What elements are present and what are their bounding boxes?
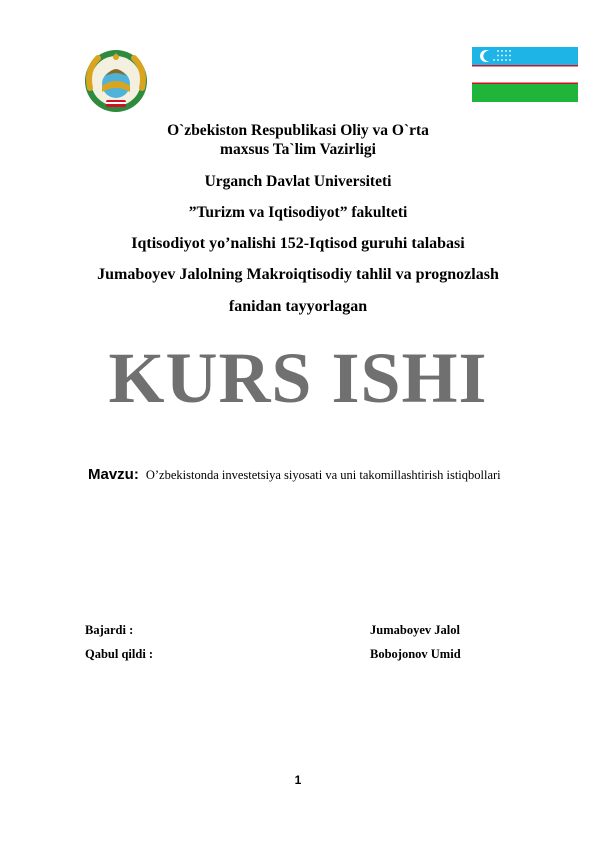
document-title: KURS ISHI xyxy=(108,338,488,418)
accepted-name: Bobojonov Umid xyxy=(370,647,461,661)
group-line: Iqtisodiyot yo’nalishi 152-Iqtisod guruhi talabasi xyxy=(131,235,465,252)
university-name: Urganch Davlat Universiteti xyxy=(204,173,392,190)
topic xyxy=(88,466,568,484)
state-emblem-icon xyxy=(82,48,150,114)
uzbekistan-flag-icon xyxy=(472,47,578,102)
topic-label: Mavzu: xyxy=(88,466,139,483)
faculty-name: ”Turizm va Iqtisodiyot” fakulteti xyxy=(188,204,408,221)
accepted-label: Qabul qildi : xyxy=(85,647,154,661)
performed-name: Jumaboyev Jalol xyxy=(370,623,460,637)
page-number: 1 xyxy=(294,773,302,787)
topic-text: O’zbekistonda investetsiya siyosati va uni takomillashtirish istiqbollari xyxy=(145,468,501,482)
ministry-line-1: O`zbekiston Respublikasi Oliy va O`rta xyxy=(167,122,429,139)
performed-label: Bajardi : xyxy=(85,623,134,637)
subject-line: fanidan tayyorlagan xyxy=(228,298,368,315)
ministry-line-2: maxsus Ta`lim Vazirligi xyxy=(220,141,376,158)
student-line: Jumaboyev Jalolning Makroiqtisodiy tahlil va prognozlash xyxy=(97,266,499,283)
